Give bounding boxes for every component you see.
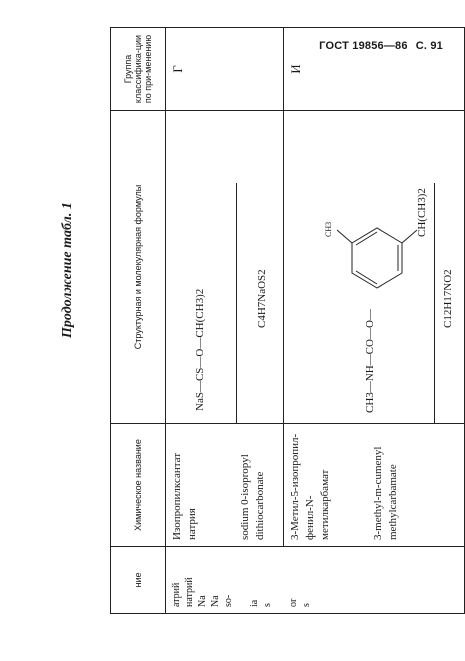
substituent-methyl-text: CH3 <box>324 221 334 237</box>
carbamate-chain-text: CH3—NH—CO—O— <box>364 309 377 413</box>
chemical-name-cell <box>284 424 465 547</box>
header-col-a: ние <box>111 547 166 614</box>
standard-number: ГОСТ 19856—86 <box>319 40 408 52</box>
ru-name: 3-Метил-5-изопропил-фенил-N-метилкарбамат <box>289 433 332 540</box>
chemical-name-cell <box>166 424 284 547</box>
table-header-row <box>111 28 166 614</box>
substituent-isopropyl-text: CH(CH3)2 <box>416 188 429 237</box>
group-cell: И <box>284 28 465 111</box>
group-cell: Г <box>166 28 284 111</box>
formula-cell <box>166 111 284 424</box>
gross-formula-text: C4H7NaOS2 <box>256 269 268 328</box>
formula-divider <box>236 183 237 423</box>
substituent-methyl <box>324 222 333 237</box>
header-formula: Структурная и молекулярная формулы <box>111 111 166 424</box>
en-name: 3-methyl-m-cumenyl methylcarbamate <box>371 446 399 540</box>
continuation-label-wrap <box>60 118 82 338</box>
carbamate-chain <box>364 309 376 413</box>
ru-name: Изопропилксантат натрия <box>171 452 198 540</box>
en-name: sodium 0-isopropyl dithiocarbonate <box>238 454 266 540</box>
continuation-label: Продолжение табл. 1 <box>60 202 75 338</box>
table-row <box>284 28 465 614</box>
formula-cell <box>284 111 465 424</box>
gross-formula-text: C12H17NO2 <box>442 269 455 328</box>
gross-formula <box>442 269 454 328</box>
structural-formula-text: NaS—CS—O—CH(CH3)2 <box>194 288 206 411</box>
gross-formula <box>256 269 268 328</box>
row-a-cell: атрий натрий Na Na so- ia s or s <box>166 547 465 614</box>
benzene-ring <box>342 218 412 308</box>
page-number: С. 91 <box>415 40 443 52</box>
substituent-isopropyl <box>416 188 428 237</box>
formula-divider <box>434 183 435 423</box>
structural-formula <box>194 289 206 411</box>
header-chemical-name: Химическое название <box>111 424 166 547</box>
table-row <box>166 28 284 614</box>
chemical-table <box>110 27 465 614</box>
header-group: Группа классифика-ции по при-менению <box>111 28 166 111</box>
